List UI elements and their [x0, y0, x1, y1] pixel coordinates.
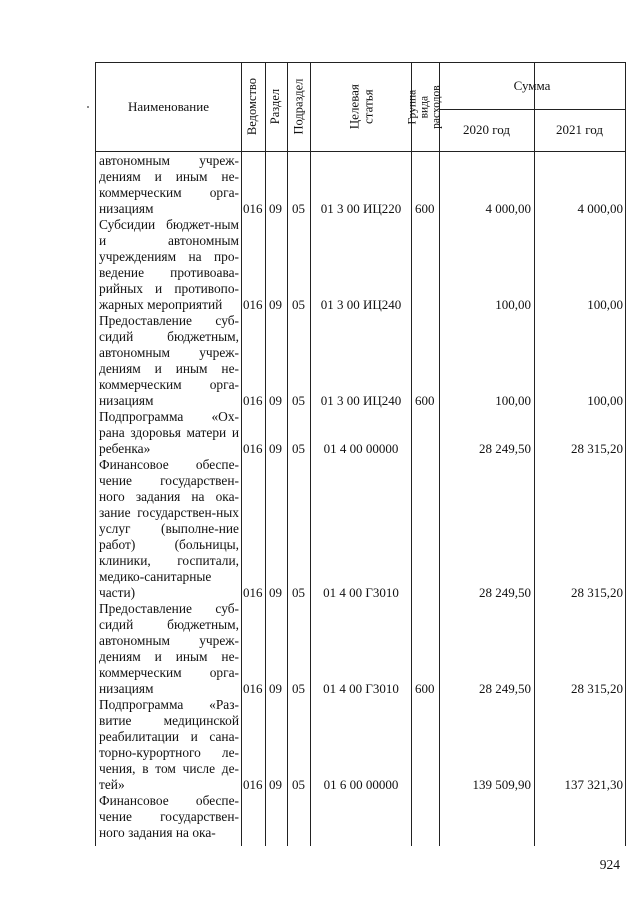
row-podrazdel: 05 — [292, 441, 305, 456]
header-podrazdel: Подраздел — [290, 79, 305, 135]
row-sum-2021: 137 321,30 — [564, 777, 623, 792]
row-podrazdel: 05 — [292, 201, 305, 216]
row-ved: 016 — [243, 441, 263, 456]
col-divider — [287, 63, 288, 846]
row-celevaya: 01 4 00 Г3010 — [323, 681, 399, 696]
row-celevaya: 01 3 00 ИЦ220 — [320, 201, 402, 216]
row-podrazdel: 05 — [292, 297, 305, 312]
row-sum-2020: 139 509,90 — [472, 777, 531, 792]
row-name: Предоставление суб-сидий бюджетным, автономным учреж-дениям и иным не-коммерческим орга-низациям — [99, 601, 239, 696]
row-name: Финансовое обеспе-чение государствен-ного задания на ока- — [99, 793, 239, 840]
row-razdel: 09 — [269, 777, 282, 792]
row-gvr: 600 — [415, 681, 435, 696]
row-podrazdel: 05 — [292, 777, 305, 792]
col-divider — [265, 63, 266, 846]
row-celevaya: 01 3 00 ИЦ240 — [320, 393, 402, 408]
row-sum-2020: 28 249,50 — [479, 441, 531, 456]
row-sum-2020: 28 249,50 — [479, 585, 531, 600]
row-sum-2021: 4 000,00 — [577, 201, 623, 216]
scan-speck — [87, 106, 89, 108]
header-celevaya-statya: Целевая статья — [345, 84, 375, 130]
col-divider — [534, 63, 535, 846]
row-sum-2020: 100,00 — [495, 393, 531, 408]
row-razdel: 09 — [269, 585, 282, 600]
row-celevaya: 01 6 00 00000 — [323, 777, 399, 792]
row-razdel: 09 — [269, 297, 282, 312]
col-divider — [241, 63, 242, 846]
row-sum-2020: 100,00 — [495, 297, 531, 312]
row-sum-2021: 28 315,20 — [571, 441, 623, 456]
row-razdel: 09 — [269, 681, 282, 696]
header-razdel: Раздел — [268, 89, 283, 125]
row-gvr: 600 — [415, 201, 435, 216]
row-name: Подпрограмма «Ох-рана здоровья матери и ребенка» — [99, 409, 239, 456]
header-bottom-line — [96, 151, 625, 152]
row-razdel: 09 — [269, 201, 282, 216]
row-podrazdel: 05 — [292, 585, 305, 600]
header-summa: Сумма — [513, 77, 551, 93]
row-ved: 016 — [243, 681, 263, 696]
header-2021: 2021 год — [556, 121, 603, 137]
row-sum-2020: 28 249,50 — [479, 681, 531, 696]
header-name: Наименование — [128, 98, 209, 114]
col-divider — [411, 63, 412, 846]
row-sum-2020: 4 000,00 — [485, 201, 531, 216]
row-ved: 016 — [243, 777, 263, 792]
row-ved: 016 — [243, 297, 263, 312]
row-name: Финансовое обеспе-чение государствен-ного задания на ока-зание государствен-ных услуг (выполне-ние работ) (больницы, клиники, госпитали, медико-санитарные части) — [99, 457, 239, 600]
row-ved: 016 — [243, 201, 263, 216]
col-divider — [310, 63, 311, 846]
row-name: Подпрограмма «Раз-витие медицинской реабилитации и сана-торно-курортного ле-чения, в том числе де-тей» — [99, 697, 239, 792]
row-razdel: 09 — [269, 441, 282, 456]
row-celevaya: 01 4 00 00000 — [323, 441, 399, 456]
header-vedomstvo: Ведомство — [245, 78, 260, 136]
col-divider — [439, 63, 440, 846]
row-podrazdel: 05 — [292, 393, 305, 408]
row-razdel: 09 — [269, 393, 282, 408]
row-ved: 016 — [243, 393, 263, 408]
row-celevaya: 01 4 00 Г3010 — [323, 585, 399, 600]
row-sum-2021: 100,00 — [587, 297, 623, 312]
header-gruppa-vida-rashodov: Группа вида расходов — [406, 85, 444, 129]
row-name: Субсидии бюджет-ным и автономным учреждениям на про-ведение противоава-рийных и противопо-жарных мероприятий — [99, 217, 239, 312]
budget-table — [95, 62, 626, 846]
row-celevaya: 01 3 00 ИЦ240 — [320, 297, 402, 312]
row-name: автономным учреж-дениям и иным не-коммерческим орга-низациям — [99, 153, 239, 216]
row-podrazdel: 05 — [292, 681, 305, 696]
row-sum-2021: 28 315,20 — [571, 585, 623, 600]
row-ved: 016 — [243, 585, 263, 600]
row-sum-2021: 100,00 — [587, 393, 623, 408]
row-sum-2021: 28 315,20 — [571, 681, 623, 696]
row-gvr: 600 — [415, 393, 435, 408]
page-number: 924 — [599, 857, 620, 872]
row-name: Предоставление суб-сидий бюджетным, автономным учреж-дениям и иным не-коммерческим орга-низациям — [99, 313, 239, 408]
header-2020: 2020 год — [463, 121, 510, 137]
